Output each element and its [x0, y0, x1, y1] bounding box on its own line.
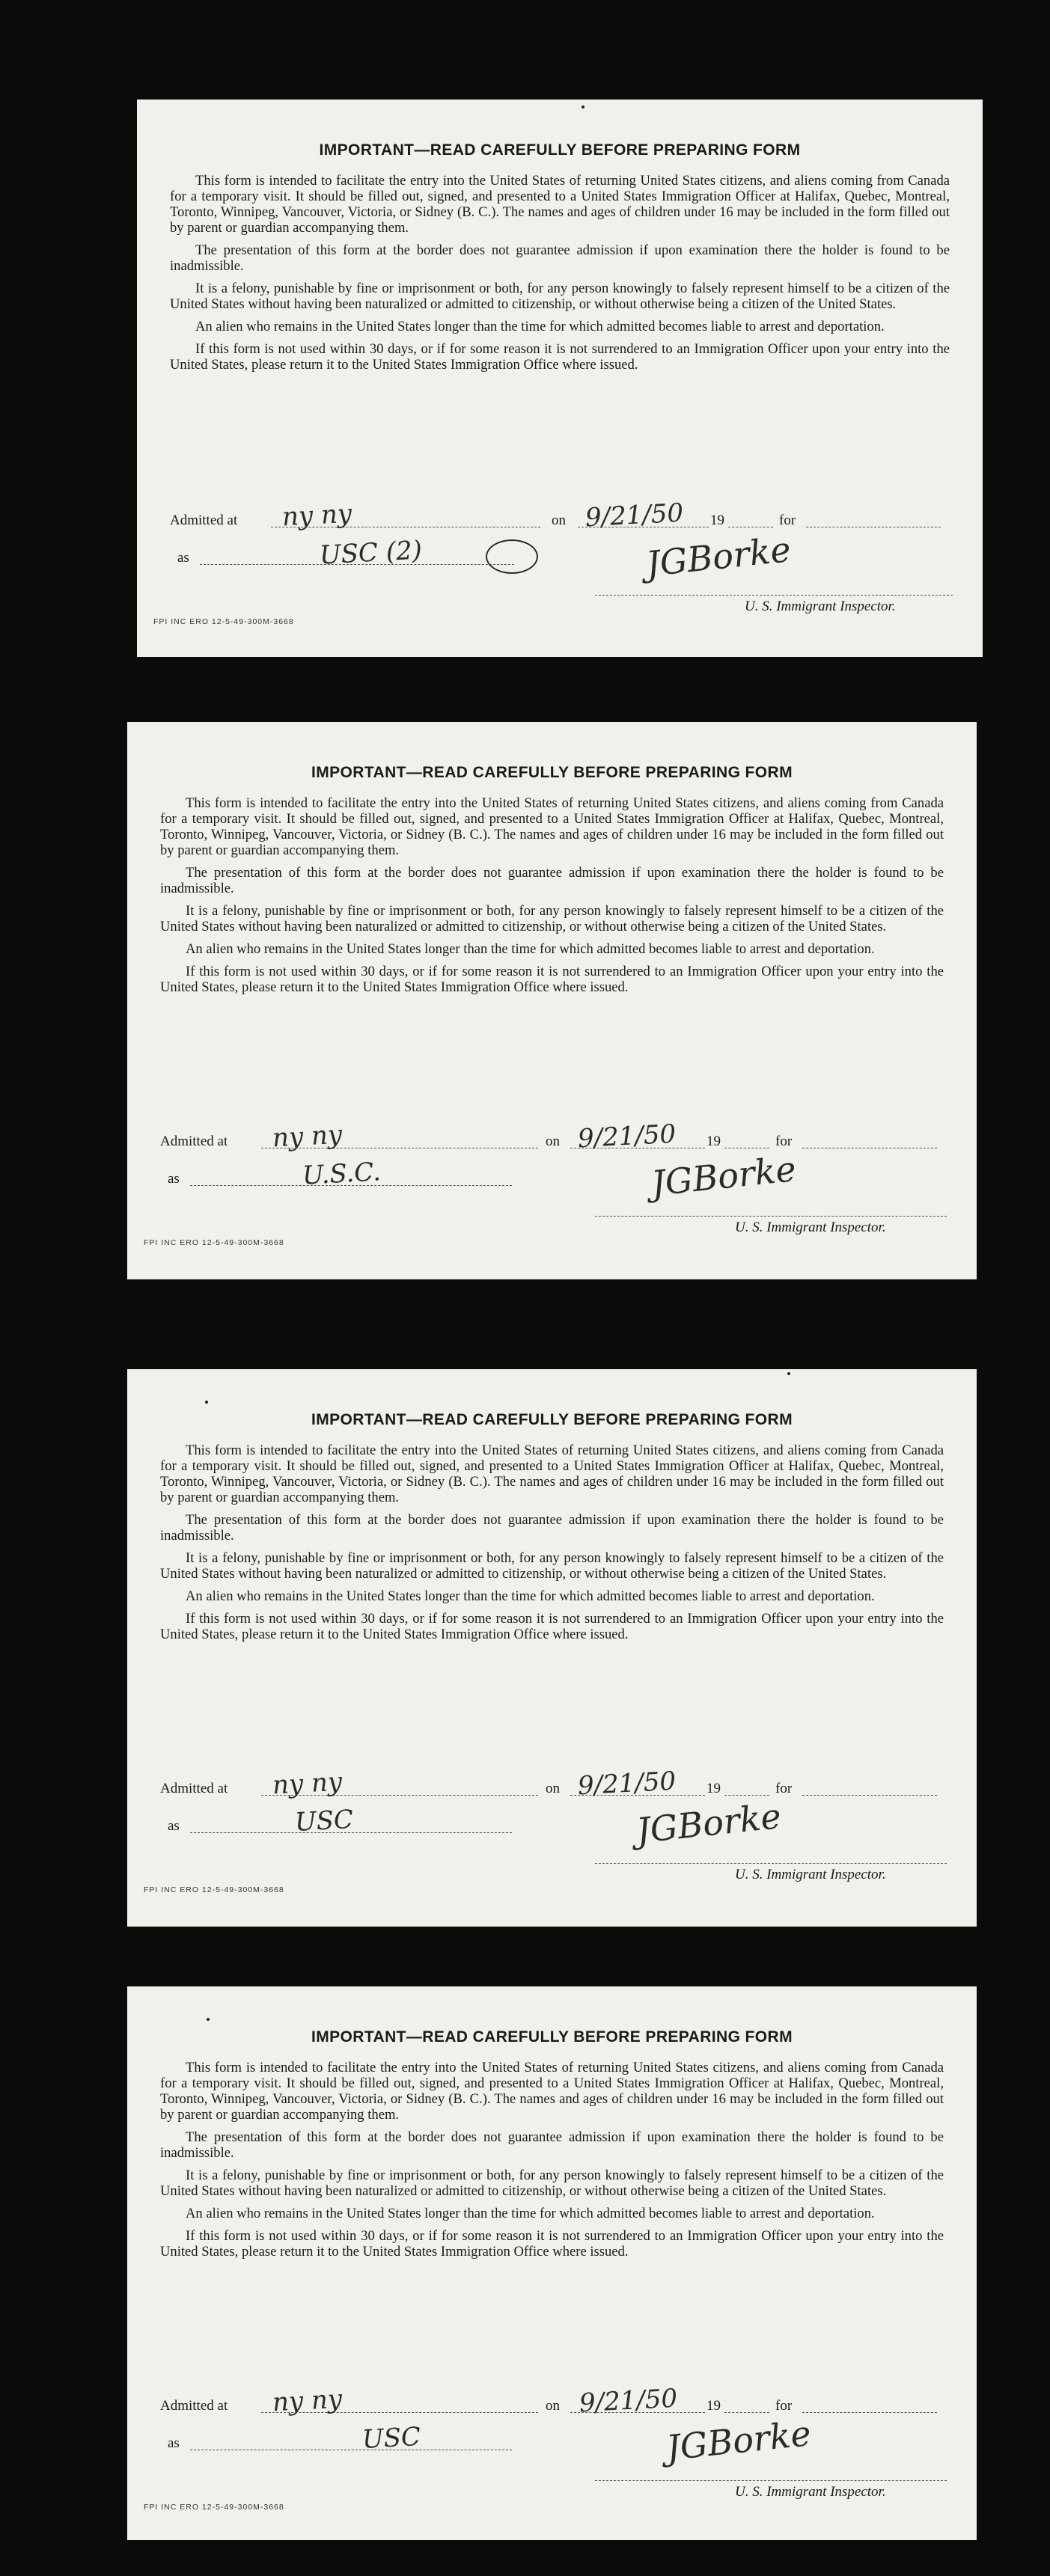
inspector-signature-line [595, 595, 953, 596]
form-title: IMPORTANT—READ CAREFULLY BEFORE PREPARING FORM [311, 1411, 793, 1428]
year-field [724, 2390, 769, 2413]
year-field [724, 1125, 769, 1148]
for-label: for [775, 1133, 793, 1149]
form-card-4 [127, 1986, 977, 2540]
form-card-1 [137, 100, 983, 657]
admitted-handwriting: ny ny [281, 498, 353, 533]
date-handwriting: 9/21/50 [584, 498, 685, 533]
inspector-label: U. S. Immigrant Inspector. [735, 1220, 886, 1235]
admitted-handwriting: ny ny [272, 1119, 344, 1154]
for-field [806, 504, 941, 527]
paragraph-alien: An alien who remains in the United States longer than the time for which admitted becomes liable to arrest and deportation. [195, 319, 885, 334]
year-label: 19 [710, 513, 724, 528]
paragraph-purpose: This form is intended to facilitate the entry into the United States of returning United States citizens, and aliens coming from Canada for a temporary visit. It should be filled out, signed, and presented to a United States Immigration Officer at Halifax, Quebec, Montreal, Toronto, Winnipeg, Vancouver, Victoria, or Sidney (B. C.). The names and ages of children under 16 may be included in the form filled out by parent or guardian accompanying them. [170, 173, 950, 236]
admitted-label: Admitted at [170, 513, 238, 528]
form-title: IMPORTANT—READ CAREFULLY BEFORE PREPARING FORM [311, 2028, 793, 2046]
date-handwriting: 9/21/50 [577, 1119, 677, 1154]
form-card-3 [127, 1369, 977, 1927]
as-handwriting: USC [361, 2421, 421, 2456]
handwritten-circle [486, 539, 538, 574]
inspector-signature: JGBorke [634, 1796, 784, 1851]
paragraph-presentation: The presentation of this form at the border does not guarantee admission if upon examination there the holder is found to be inadmissible. [160, 2129, 944, 2161]
print-code: FPI INC ERO 12-5-49-300M-3668 [153, 617, 294, 626]
form-title: IMPORTANT—READ CAREFULLY BEFORE PREPARING FORM [319, 141, 801, 159]
paragraph-return: If this form is not used within 30 days, or if for some reason it is not surrendered to an Immigration Officer upon your entry into the United States, please return it to the United States Immigration Office where issued. [170, 341, 950, 373]
admitted-row [160, 2383, 944, 2419]
for-field [802, 1125, 937, 1148]
admitted-label: Admitted at [160, 2398, 228, 2414]
print-code: FPI INC ERO 12-5-49-300M-3668 [144, 1885, 284, 1894]
paragraph-purpose: This form is intended to facilitate the entry into the United States of returning United States citizens, and aliens coming from Canada for a temporary visit. It should be filled out, signed, and presented to a United States Immigration Officer at Halifax, Quebec, Montreal, Toronto, Winnipeg, Vancouver, Victoria, or Sidney (B. C.). The names and ages of children under 16 may be included in the form filled out by parent or guardian accompanying them. [160, 795, 944, 858]
admitted-row [160, 1119, 944, 1154]
admitted-handwriting: ny ny [272, 2384, 344, 2418]
paragraph-alien: An alien who remains in the United States longer than the time for which admitted becomes liable to arrest and deportation. [186, 2206, 875, 2221]
year-field [724, 1772, 769, 1796]
as-label: as [168, 1818, 180, 1834]
date-handwriting: 9/21/50 [579, 2383, 679, 2419]
for-label: for [775, 2398, 793, 2414]
on-label: on [552, 513, 566, 528]
inspector-signature-line [595, 1863, 947, 1864]
paragraph-presentation: The presentation of this form at the border does not guarantee admission if upon examination there the holder is found to be inadmissible. [160, 1512, 944, 1544]
form-title: IMPORTANT—READ CAREFULLY BEFORE PREPARING FORM [311, 764, 793, 781]
on-label: on [546, 1781, 560, 1796]
paragraph-return: If this form is not used within 30 days, or if for some reason it is not surrendered to an Immigration Officer upon your entry into the United States, please return it to the United States Immigration Office where issued. [160, 964, 944, 995]
paragraph-purpose: This form is intended to facilitate the entry into the United States of returning United States citizens, and aliens coming from Canada for a temporary visit. It should be filled out, signed, and presented to a United States Immigration Officer at Halifax, Quebec, Montreal, Toronto, Winnipeg, Vancouver, Victoria, or Sidney (B. C.). The names and ages of children under 16 may be included in the form filled out by parent or guardian accompanying them. [160, 2060, 944, 2123]
paragraph-felony: It is a felony, punishable by fine or imprisonment or both, for any person knowingly to falsely represent himself to be a citizen of the United States without having been naturalized or admitted to citizenship, or without otherwise being a citizen of the United States. [160, 2167, 944, 2199]
year-field [728, 504, 773, 527]
paragraph-felony: It is a felony, punishable by fine or imprisonment or both, for any person knowingly to falsely represent himself to be a citizen of the United States without having been naturalized or admitted to citizenship, or without otherwise being a citizen of the United States. [160, 1550, 944, 1582]
admitted-handwriting: ny ny [272, 1766, 344, 1801]
form-card-2 [127, 722, 977, 1279]
year-label: 19 [706, 2398, 721, 2414]
inspector-signature-line [595, 2480, 947, 2481]
admitted-row [170, 498, 950, 533]
for-field [802, 1772, 937, 1796]
paragraph-felony: It is a felony, punishable by fine or imprisonment or both, for any person knowingly to falsely represent himself to be a citizen of the United States without having been naturalized or admitted to citizenship, or without otherwise being a citizen of the United States. [170, 281, 950, 312]
admitted-row [160, 1766, 944, 1802]
paragraph-return: If this form is not used within 30 days, or if for some reason it is not surrendered to an Immigration Officer upon your entry into the United States, please return it to the United States Immigration Office where issued. [160, 2228, 944, 2260]
as-handwriting: U.S.C. [302, 1157, 382, 1191]
paragraph-felony: It is a felony, punishable by fine or imprisonment or both, for any person knowingly to falsely represent himself to be a citizen of the United States without having been naturalized or admitted to citizenship, or without otherwise being a citizen of the United States. [160, 903, 944, 934]
paragraph-alien: An alien who remains in the United States longer than the time for which admitted becomes liable to arrest and deportation. [186, 1588, 875, 1604]
year-label: 19 [706, 1133, 721, 1149]
inspector-signature: JGBorke [644, 529, 793, 584]
paragraph-return: If this form is not used within 30 days, or if for some reason it is not surrendered to an Immigration Officer upon your entry into the United States, please return it to the United States Immigration Office where issued. [160, 1611, 944, 1642]
inspector-signature-line [595, 1216, 947, 1217]
for-label: for [779, 513, 796, 528]
date-handwriting: 9/21/50 [577, 1766, 677, 1802]
as-handwriting: USC (2) [319, 535, 423, 571]
on-label: on [546, 1133, 560, 1149]
inspector-label: U. S. Immigrant Inspector. [745, 599, 896, 614]
ink-speck [207, 2018, 210, 2021]
for-label: for [775, 1781, 793, 1796]
paragraph-presentation: The presentation of this form at the border does not guarantee admission if upon examination there the holder is found to be inadmissible. [160, 865, 944, 896]
paragraph-presentation: The presentation of this form at the border does not guarantee admission if upon examination there the holder is found to be inadmissible. [170, 242, 950, 274]
as-label: as [168, 1171, 180, 1187]
paragraph-purpose: This form is intended to facilitate the entry into the United States of returning United States citizens, and aliens coming from Canada for a temporary visit. It should be filled out, signed, and presented to a United States Immigration Officer at Halifax, Quebec, Montreal, Toronto, Winnipeg, Vancouver, Victoria, or Sidney (B. C.). The names and ages of children under 16 may be included in the form filled out by parent or guardian accompanying them. [160, 1443, 944, 1505]
for-field [802, 2390, 937, 2413]
year-label: 19 [706, 1781, 721, 1796]
admitted-label: Admitted at [160, 1781, 228, 1796]
as-label: as [177, 550, 189, 566]
as-field [190, 2427, 512, 2450]
as-label: as [168, 2435, 180, 2451]
ink-speck [582, 105, 584, 108]
as-handwriting: USC [294, 1804, 354, 1838]
inspector-label: U. S. Immigrant Inspector. [735, 2484, 886, 2500]
inspector-signature: JGBorke [649, 1148, 799, 1204]
admitted-label: Admitted at [160, 1133, 228, 1149]
print-code: FPI INC ERO 12-5-49-300M-3668 [144, 1238, 284, 1247]
on-label: on [546, 2398, 560, 2414]
inspector-label: U. S. Immigrant Inspector. [735, 1867, 886, 1882]
ink-speck [205, 1401, 208, 1404]
ink-speck [787, 1372, 790, 1375]
paragraph-alien: An alien who remains in the United States longer than the time for which admitted becomes liable to arrest and deportation. [186, 941, 875, 957]
inspector-signature: JGBorke [664, 2413, 814, 2468]
print-code: FPI INC ERO 12-5-49-300M-3668 [144, 2503, 284, 2512]
